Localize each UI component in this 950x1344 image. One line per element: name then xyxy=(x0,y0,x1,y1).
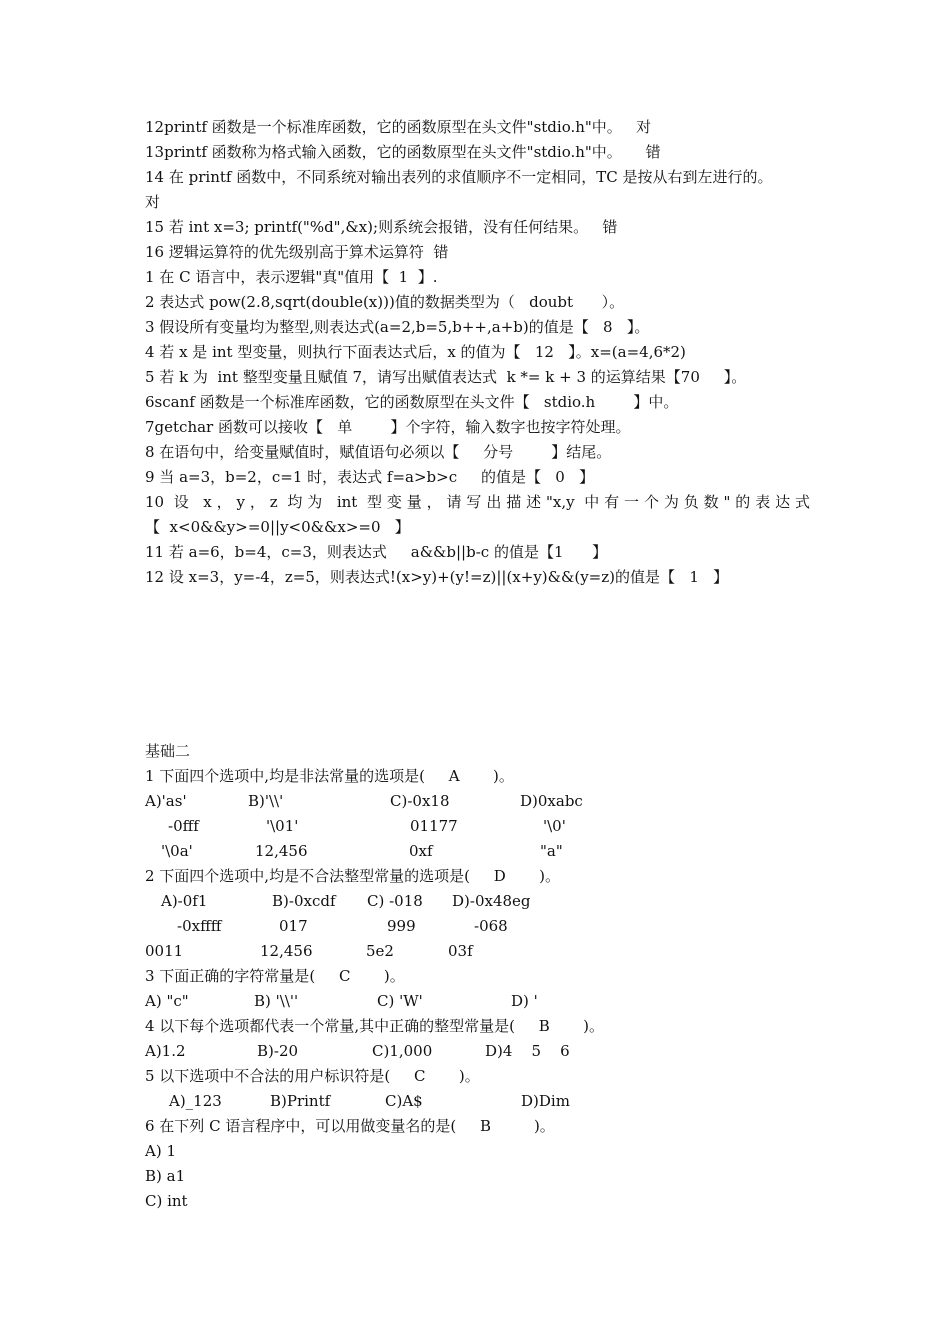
option-text: 03f xyxy=(448,942,473,960)
option-text: A)'as' xyxy=(145,792,187,810)
option-text: 12,456 xyxy=(255,842,308,860)
option-text: -068 xyxy=(474,917,508,935)
option-text: B)Printf xyxy=(270,1092,331,1110)
fill-item-10: 10 设 x，y，z 均为 int 型变量，请写出描述"x,y 中有一个为负数"的表达式 xyxy=(145,493,810,511)
option-text: D) ' xyxy=(511,992,538,1010)
option-text: C) -018 xyxy=(367,892,423,910)
fill-item-11: 11 若 a=6，b=4，c=3，则表达式 a&&b||b-c 的值是【1 】 xyxy=(145,543,608,561)
option-text: D)-0x48eg xyxy=(452,892,531,910)
option-text: D)4 5 6 xyxy=(485,1042,570,1060)
judge-item-14-answer: 对 xyxy=(145,193,161,211)
section-heading: 基础二 xyxy=(145,742,191,760)
option-text: B)'\\' xyxy=(248,792,284,810)
option-text: 12,456 xyxy=(260,942,313,960)
option-text: -0xffff xyxy=(177,917,222,935)
option-text: -0fff xyxy=(168,817,199,835)
option-text: "a" xyxy=(540,842,563,860)
choice-question-2: 2 下面四个选项中,均是不合法整型常量的选项是( D )。 xyxy=(145,867,561,885)
option-text: C) 'W' xyxy=(377,992,423,1010)
option-text: D)Dim xyxy=(521,1092,570,1110)
choice-question-6: 6 在下列 C 语言程序中，可以用做变量名的是( B )。 xyxy=(145,1117,555,1135)
option-text: C) int xyxy=(145,1192,188,1210)
fill-item-7: 7getchar 函数可以接收【 单 】个字符，输入数字也按字符处理。 xyxy=(145,418,631,436)
option-text: A) 1 xyxy=(145,1142,176,1160)
choice-question-4: 4 以下每个选项都代表一个常量,其中正确的整型常量是( B )。 xyxy=(145,1017,605,1035)
option-text: D)0xabc xyxy=(520,792,583,810)
choice-question-1: 1 下面四个选项中,均是非法常量的选项是( A )。 xyxy=(145,767,514,785)
option-text: B)-0xcdf xyxy=(272,892,336,910)
option-text: 0011 xyxy=(145,942,184,960)
option-text: A)-0f1 xyxy=(161,892,208,910)
option-text: 999 xyxy=(387,917,416,935)
fill-item-1: 1 在 C 语言中，表示逻辑"真"值用【 1 】. xyxy=(145,268,438,286)
option-text: 5e2 xyxy=(366,942,394,960)
judge-item-12: 12printf 函数是一个标准库函数，它的函数原型在头文件"stdio.h"中。 对 xyxy=(145,118,652,136)
fill-item-12: 12 设 x=3，y=-4，z=5，则表达式!(x>y)+(y!=z)||(x+y)&&(y=z)的值是【 1 】 xyxy=(145,568,729,586)
fill-item-2: 2 表达式 pow(2.8,sqrt(double(x)))值的数据类型为（ doubt ）。 xyxy=(145,293,625,311)
option-text: A)1.2 xyxy=(145,1042,186,1060)
option-text: C)A$ xyxy=(385,1092,423,1110)
judge-item-13: 13printf 函数称为格式输入函数，它的函数原型在头文件"stdio.h"中。 错 xyxy=(145,143,661,161)
fill-item-6: 6scanf 函数是一个标准库函数，它的函数原型在头文件【 stdio.h 】中。 xyxy=(145,393,679,411)
fill-item-9: 9 当 a=3，b=2，c=1 时，表达式 f=a>b>c 的值是【 0 】 xyxy=(145,468,595,486)
option-text: '\01' xyxy=(266,817,299,835)
fill-item-3: 3 假设所有变量均为整型,则表达式(a=2,b=5,b++,a+b)的值是【 8 】。 xyxy=(145,318,650,336)
judge-item-16: 16 逻辑运算符的优先级别高于算术运算符 错 xyxy=(145,243,449,261)
choice-question-3: 3 下面正确的字符常量是( C )。 xyxy=(145,967,405,985)
fill-item-5: 5 若 k 为 int 整型变量且赋值 7，请写出赋值表达式 k *= k + 3 的运算结果【70 】。 xyxy=(145,368,747,386)
option-text: A)_123 xyxy=(169,1092,222,1110)
option-text: '\0' xyxy=(543,817,566,835)
judge-item-15: 15 若 int x=3; printf("%d",&x);则系统会报错，没有任何结果。 错 xyxy=(145,218,618,236)
option-text: C)-0x18 xyxy=(390,792,450,810)
option-text: 01177 xyxy=(410,817,458,835)
option-text: 017 xyxy=(279,917,308,935)
fill-item-8: 8 在语句中，给变量赋值时，赋值语句必须以【 分号 】结尾。 xyxy=(145,443,612,461)
option-text: B) a1 xyxy=(145,1167,186,1185)
choice-question-5: 5 以下选项中不合法的用户标识符是( C )。 xyxy=(145,1067,480,1085)
fill-item-10-answer: 【 x<0&&y>=0||y<0&&x>=0 】 xyxy=(145,518,410,536)
option-text: B)-20 xyxy=(257,1042,299,1060)
option-text: A) "c" xyxy=(145,992,189,1010)
judge-item-14: 14 在 printf 函数中，不同系统对输出表列的求值顺序不一定相同，TC 是按从右到左进行的。 xyxy=(145,168,773,186)
option-text: B) '\\'' xyxy=(254,992,299,1010)
option-text: 0xf xyxy=(409,842,433,860)
option-text: '\0a' xyxy=(161,842,193,860)
option-text: C)1,000 xyxy=(372,1042,433,1060)
fill-item-4: 4 若 x 是 int 型变量，则执行下面表达式后，x 的值为【 12 】。x=(a=4,6*2) xyxy=(145,343,686,361)
